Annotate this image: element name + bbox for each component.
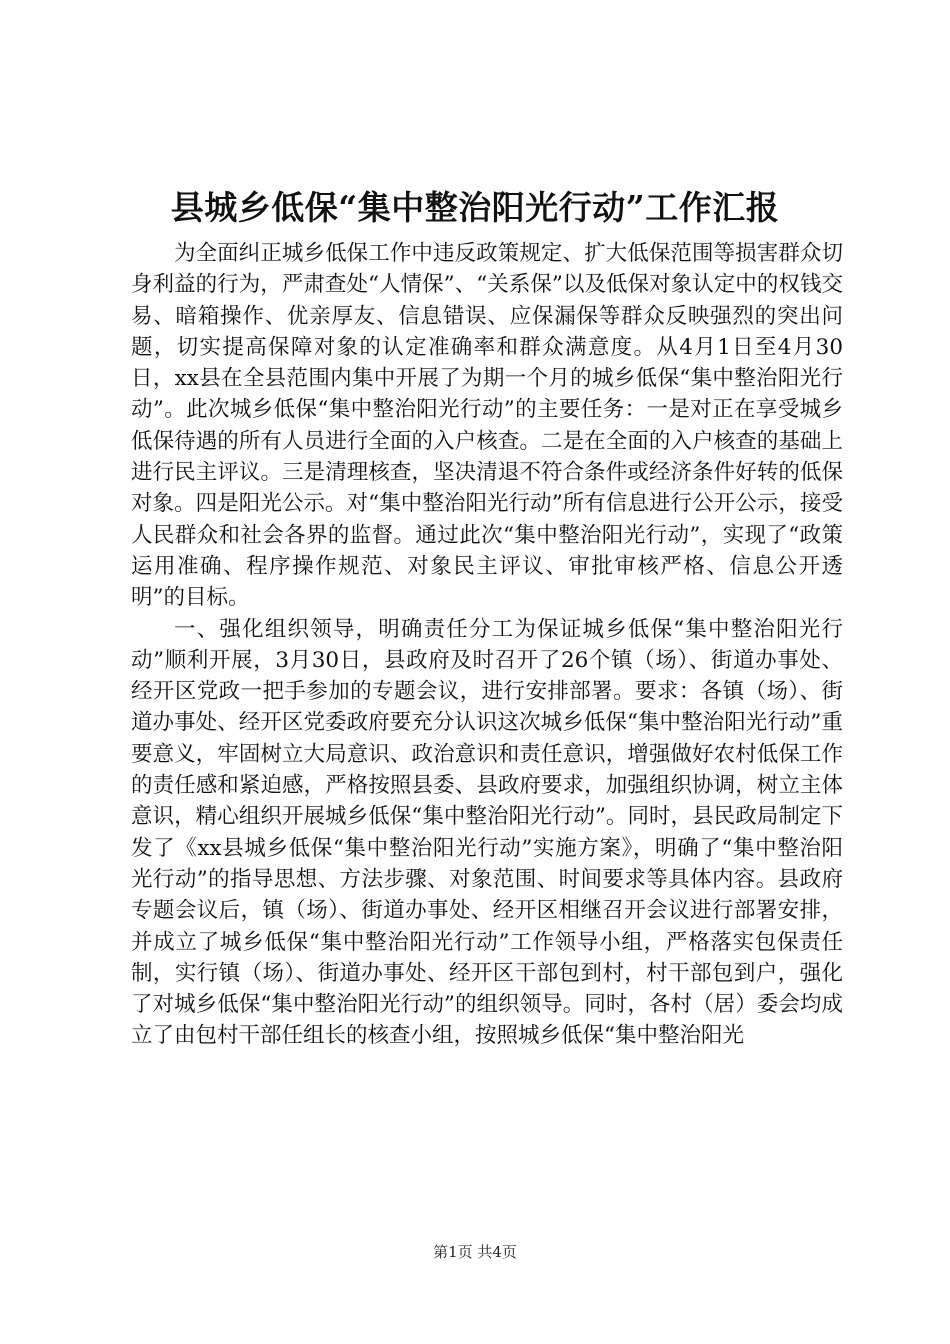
document-title: 县城乡低保“集中整治阳光行动”工作汇报 bbox=[170, 188, 780, 227]
document-body bbox=[131, 238, 843, 1052]
body-paragraph-intro: 为全面纠正城乡低保工作中违反政策规定、扩大低保范围等损害群众切身利益的行为，严肃查处“人情保”、“关系保”以及低保对象认定中的权钱交易、暗箱操作、优亲厚友、信息错误、应保漏保等群众反映强烈的突出问题，切实提高保障对象的认定准确率和群众满意度。从4月1日至4月30日，xx县在全县范围内集中开展了为期一个月的城乡低保“集中整治阳光行动”。此次城乡低保“集中整治阳光行动”的主要任务：一是对正在享受城乡低保待遇的所有人员进行全面的入户核查。二是在全面的入户核查的基础上进行民主评议。三是清理核查，坚决清退不符合条件或经济条件好转的低保对象。四是阳光公示。对“集中整治阳光行动”所有信息进行公开公示，接受人民群众和社会各界的监督。通过此次“集中整治阳光行动”，实现了“政策运用准确、程序操作规范、对象民主评议、审批审核严格、信息公开透明”的目标。 bbox=[131, 241, 843, 611]
page-number-footer: 第1页 共4页 bbox=[433, 1243, 517, 1261]
body-paragraph-section-1: 一、强化组织领导，明确责任分工为保证城乡低保“集中整治阳光行动”顺利开展，3月30日，县政府及时召开了26个镇（场）、街道办事处、经开区党政一把手参加的专题会议，进行安排部署。要求：各镇（场）、街道办事处、经开区党委政府要充分认识这次城乡低保“集中整治阳光行动”重要意义，牢固树立大局意识、政治意识和责任意识，增强做好农村低保工作的责任感和紧迫感，严格按照县委、县政府要求，加强组织协调，树立主体意识，精心组织开展城乡低保“集中整治阳光行动”。同时，县民政局制定下发了《xx县城乡低保“集中整治阳光行动”实施方案》，明确了“集中整治阳光行动”的指导思想、方法步骤、对象范围、时间要求等具体内容。县政府专题会议后，镇（场）、街道办事处、经开区相继召开会议进行部署安排，并成立了城乡低保“集中整治阳光行动”工作领导小组，严格落实包保责任制，实行镇（场）、街道办事处、经开区干部包到村，村干部包到户，强化了对城乡低保“集中整治阳光行动”的组织领导。同时，各村（居）委会均成立了由包村干部任组长的核查小组，按照城乡低保“集中整治阳光 bbox=[131, 616, 843, 1049]
